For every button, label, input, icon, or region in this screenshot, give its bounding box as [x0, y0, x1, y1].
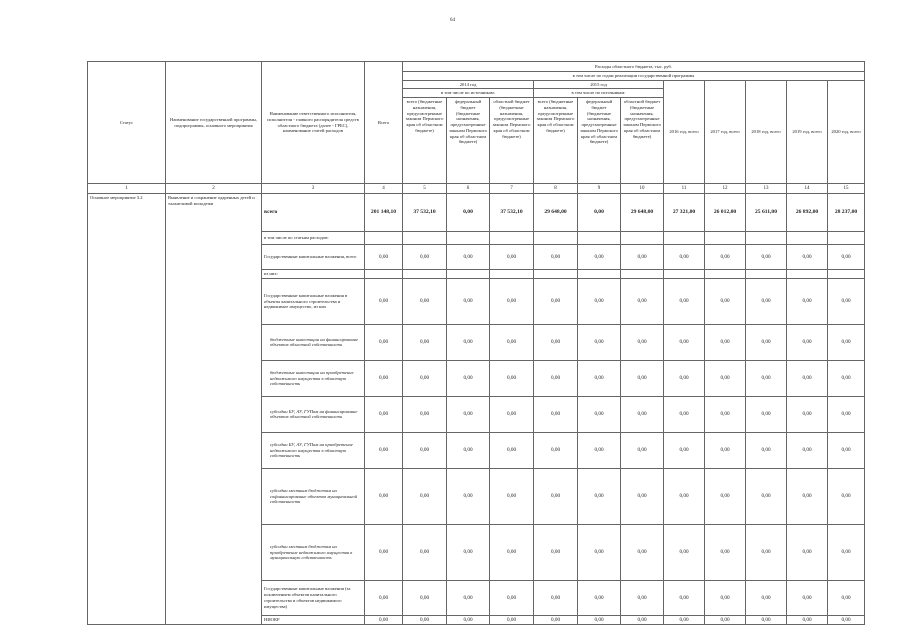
row-value: 0,00 — [490, 324, 534, 360]
row-value: 0,00 — [746, 468, 787, 524]
row-value: 0,00 — [365, 245, 403, 270]
header-src-regional-2014: областной бюджет (бюджетные назначения, предусмотренные законом Пермского края об областном бюджете) — [490, 98, 534, 184]
row-label: в том числе по статьям расходов: — [262, 232, 365, 245]
row-value — [828, 232, 865, 245]
column-number: 1 — [88, 184, 166, 194]
row-value: 0,00 — [787, 396, 828, 432]
row-value — [365, 232, 403, 245]
header-status: Статус — [88, 62, 166, 184]
row-value: 0,00 — [664, 580, 705, 615]
row-value: 0,00 — [621, 524, 664, 580]
row-value: 0,00 — [621, 615, 664, 625]
row-value: 0,00 — [578, 245, 621, 270]
row-value: 0,00 — [403, 468, 447, 524]
row-value: 0,00 — [534, 324, 578, 360]
row-value: 0,00 — [447, 396, 490, 432]
row-value: 0,00 — [828, 432, 865, 468]
row-value: 0,00 — [787, 615, 828, 625]
row-value — [664, 270, 705, 279]
row-value: 29 648,00 — [621, 194, 664, 232]
row-value: 0,00 — [578, 615, 621, 625]
header-total: Всего — [365, 62, 403, 184]
header-year-2014: 2014 год — [403, 80, 534, 89]
row-value: 0,00 — [365, 615, 403, 625]
row-value: 0,00 — [621, 245, 664, 270]
row-value — [787, 232, 828, 245]
row-value — [365, 270, 403, 279]
row-value: 0,00 — [787, 278, 828, 324]
row-value — [621, 232, 664, 245]
row-value — [403, 232, 447, 245]
row-value: 0,00 — [447, 524, 490, 580]
row-value: 0,00 — [447, 615, 490, 625]
row-value: 0,00 — [787, 580, 828, 615]
row-value: 0,00 — [403, 245, 447, 270]
row-value: 0,00 — [534, 245, 578, 270]
row-value: 0,00 — [578, 360, 621, 396]
row-value: 0,00 — [705, 580, 746, 615]
row-value: 0,00 — [664, 432, 705, 468]
row-value: 0,00 — [490, 360, 534, 396]
column-number: 14 — [787, 184, 828, 194]
row-value: 0,00 — [365, 278, 403, 324]
row-label: субсидии местным бюджетам на софинансирование объектов муниципальной собственности — [262, 468, 365, 524]
row-value: 0,00 — [578, 468, 621, 524]
row-label: субсидии БУ, АУ, ГУПам на приобретение недвижимого имущества в областную собственность — [262, 432, 365, 468]
row-value — [490, 270, 534, 279]
row-value: 0,00 — [621, 432, 664, 468]
row-value: 26 012,00 — [705, 194, 746, 232]
row-value: 0,00 — [621, 580, 664, 615]
row-value: 0,00 — [403, 324, 447, 360]
row-value: 0,00 — [365, 580, 403, 615]
header-program-name: Наименование государственной программы, подпрограммы, основного мероприятия — [166, 62, 262, 184]
header-src-all-2014: всего (бюджетные назначения, предусмотренные законом Пермского края об областном бюджете) — [403, 98, 447, 184]
row-value: 0,00 — [578, 278, 621, 324]
budget-table — [87, 61, 865, 625]
row-value: 0,00 — [746, 524, 787, 580]
row-value: 0,00 — [578, 580, 621, 615]
row-value: 0,00 — [534, 278, 578, 324]
row-value: 0,00 — [621, 324, 664, 360]
row-value: 0,00 — [447, 360, 490, 396]
row-value — [447, 232, 490, 245]
row-label: субсидии БУ, АУ, ГУПам на финансирование объектов областной собственности — [262, 396, 365, 432]
header-src-all-2015: всего (бюджетные назначения, предусмотренные законом Пермского края об областном бюджете) — [534, 98, 578, 184]
row-value: 0,00 — [787, 324, 828, 360]
row-value: 0,00 — [705, 615, 746, 625]
row-value: 0,00 — [365, 524, 403, 580]
row-value: 0,00 — [664, 615, 705, 625]
row-value: 0,00 — [365, 360, 403, 396]
row-label: бюджетные инвестиции на приобретение недвижимого имущества в областную собственность — [262, 360, 365, 396]
row-value: 0,00 — [705, 245, 746, 270]
row-value: 0,00 — [403, 615, 447, 625]
row-value: 0,00 — [403, 360, 447, 396]
row-value: 0,00 — [621, 278, 664, 324]
header-year-2015: 2015 год — [534, 80, 664, 89]
row-value: 0,00 — [664, 396, 705, 432]
row-value: 0,00 — [746, 432, 787, 468]
row-value: 0,00 — [621, 396, 664, 432]
column-number: 2 — [166, 184, 262, 194]
row-value: 27 321,00 — [664, 194, 705, 232]
row-value: 0,00 — [705, 468, 746, 524]
row-value: 0,00 — [664, 324, 705, 360]
header-sources-2015: в том числе по источникам: — [534, 89, 664, 98]
header-2018: 2018 год, всего — [746, 80, 787, 183]
row-value: 0,00 — [403, 524, 447, 580]
row-value: 0,00 — [447, 194, 490, 232]
row-value: 0,00 — [578, 194, 621, 232]
row-value: 0,00 — [490, 524, 534, 580]
row-value: 0,00 — [787, 245, 828, 270]
header-by-year: в том числе по годам реализации государственной программы — [403, 72, 865, 81]
row-value: 0,00 — [534, 580, 578, 615]
column-number: 11 — [664, 184, 705, 194]
row-label: Государственные капитальные вложения, всего — [262, 245, 365, 270]
row-value: 25 611,00 — [746, 194, 787, 232]
column-number: 9 — [578, 184, 621, 194]
header-src-regional-2015: областной бюджет (бюджетные назначения, предусмотренные законом Пермского края об областном бюджете) — [621, 98, 664, 184]
row-value: 0,00 — [787, 468, 828, 524]
row-value: 0,00 — [403, 432, 447, 468]
row-value: 0,00 — [664, 245, 705, 270]
row-value: 0,00 — [705, 432, 746, 468]
row-value: 0,00 — [664, 278, 705, 324]
row-value: 0,00 — [621, 360, 664, 396]
row-value — [746, 270, 787, 279]
row-value: 0,00 — [621, 468, 664, 524]
row-label: субсидии местным бюджетам на приобретение недвижимого имущества в муниципальную собственность — [262, 524, 365, 580]
row-value: 0,00 — [578, 524, 621, 580]
header-responsible: Наименование ответственного исполнителя, исполнителя - главного распорядителя средств областного бюджета (далее - ГРБС), наименование статей расходов — [262, 62, 365, 184]
header-2016: 2016 год, всего — [664, 80, 705, 183]
row-value: 0,00 — [746, 245, 787, 270]
row-value: 0,00 — [447, 580, 490, 615]
row-label: из них: — [262, 270, 365, 279]
row-value: 0,00 — [447, 432, 490, 468]
row-value: 0,00 — [534, 615, 578, 625]
row-value: 0,00 — [490, 468, 534, 524]
row-value: 0,00 — [403, 278, 447, 324]
column-number: 10 — [621, 184, 664, 194]
row-value: 0,00 — [828, 278, 865, 324]
row-value: 0,00 — [828, 580, 865, 615]
row-value: 0,00 — [490, 615, 534, 625]
row-value: 0,00 — [828, 245, 865, 270]
row-label: НИОКР — [262, 615, 365, 625]
header-2017: 2017 год, всего — [705, 80, 746, 183]
row-value: 0,00 — [664, 524, 705, 580]
row-label: всего — [262, 194, 365, 232]
row-value: 26 892,00 — [787, 194, 828, 232]
row-value — [746, 232, 787, 245]
row-value — [534, 270, 578, 279]
row-value — [664, 232, 705, 245]
row-value: 0,00 — [365, 468, 403, 524]
column-number: 4 — [365, 184, 403, 194]
row-value: 0,00 — [705, 360, 746, 396]
row-value: 0,00 — [403, 396, 447, 432]
row-value: 0,00 — [534, 432, 578, 468]
row-label: бюджетные инвестиции на финансирование объектов областной собственности — [262, 324, 365, 360]
header-sources-2014: в том числе по источникам: — [403, 89, 534, 98]
row-value: 0,00 — [490, 245, 534, 270]
status-label: Основное мероприятие 3.2 — [88, 194, 166, 625]
row-value: 0,00 — [365, 396, 403, 432]
column-number: 7 — [490, 184, 534, 194]
header-src-federal-2014: федеральный бюджет (бюджетные назначения, предусмотренные законом Пермского края об областном бюджете) — [447, 98, 490, 184]
column-number: 12 — [705, 184, 746, 194]
row-value — [705, 232, 746, 245]
column-number: 3 — [262, 184, 365, 194]
row-label: Государственные капитальные вложения (за исключением объектов капитального строительства и объектов недвижимого имущества) — [262, 580, 365, 615]
row-value: 0,00 — [578, 324, 621, 360]
row-value: 0,00 — [403, 580, 447, 615]
row-label: Государственные капитальные вложения в объекты капитального строительства и недвижимое имущество, из них — [262, 278, 365, 324]
row-value: 0,00 — [828, 524, 865, 580]
row-value: 0,00 — [447, 245, 490, 270]
row-value: 0,00 — [746, 580, 787, 615]
row-value: 0,00 — [534, 524, 578, 580]
header-2019: 2019 год, всего — [787, 80, 828, 183]
row-value: 0,00 — [447, 468, 490, 524]
row-value: 0,00 — [534, 468, 578, 524]
row-value: 0,00 — [787, 524, 828, 580]
column-number: 13 — [746, 184, 787, 194]
row-value — [621, 270, 664, 279]
row-value: 0,00 — [828, 360, 865, 396]
row-value: 0,00 — [746, 278, 787, 324]
header-expenses: Расходы областного бюджета, тыс. руб. — [403, 62, 865, 72]
row-value: 0,00 — [787, 432, 828, 468]
row-value: 0,00 — [828, 615, 865, 625]
column-number: 6 — [447, 184, 490, 194]
row-value: 0,00 — [828, 396, 865, 432]
row-value — [787, 270, 828, 279]
row-value: 0,00 — [705, 278, 746, 324]
row-value: 0,00 — [828, 324, 865, 360]
row-value: 0,00 — [365, 432, 403, 468]
row-value — [578, 232, 621, 245]
row-value: 0,00 — [746, 360, 787, 396]
row-value: 0,00 — [746, 396, 787, 432]
row-value: 0,00 — [664, 468, 705, 524]
row-value — [403, 270, 447, 279]
row-value — [534, 232, 578, 245]
row-value: 0,00 — [705, 396, 746, 432]
column-number: 8 — [534, 184, 578, 194]
row-value: 0,00 — [365, 324, 403, 360]
measure-name: Выявление и сохранение одаренных детей и талантливой молодежи — [166, 194, 262, 625]
row-value: 0,00 — [534, 396, 578, 432]
row-value: 0,00 — [705, 524, 746, 580]
row-value — [828, 270, 865, 279]
row-value: 0,00 — [534, 360, 578, 396]
row-value: 0,00 — [490, 396, 534, 432]
column-number: 5 — [403, 184, 447, 194]
row-value: 0,00 — [578, 432, 621, 468]
row-value: 0,00 — [578, 396, 621, 432]
header-src-federal-2015: федеральный бюджет (бюджетные назначения, предусмотренные законом Пермского края об областном бюджете) — [578, 98, 621, 184]
row-value: 0,00 — [828, 468, 865, 524]
row-value: 0,00 — [447, 278, 490, 324]
page-number: 64 — [450, 18, 455, 23]
row-value: 201 148,10 — [365, 194, 403, 232]
row-value: 0,00 — [490, 278, 534, 324]
row-value — [447, 270, 490, 279]
row-value: 0,00 — [664, 360, 705, 396]
row-value: 37 532,10 — [403, 194, 447, 232]
row-value: 0,00 — [705, 324, 746, 360]
row-value — [490, 232, 534, 245]
row-value: 0,00 — [490, 432, 534, 468]
row-value — [578, 270, 621, 279]
column-number: 15 — [828, 184, 865, 194]
row-value: 0,00 — [746, 615, 787, 625]
row-value — [705, 270, 746, 279]
row-value: 28 237,00 — [828, 194, 865, 232]
row-value: 0,00 — [490, 580, 534, 615]
row-value: 0,00 — [746, 324, 787, 360]
header-2020: 2020 год, всего — [828, 80, 865, 183]
row-value: 37 532,10 — [490, 194, 534, 232]
row-value: 29 648,00 — [534, 194, 578, 232]
row-value: 0,00 — [447, 324, 490, 360]
row-value: 0,00 — [787, 360, 828, 396]
